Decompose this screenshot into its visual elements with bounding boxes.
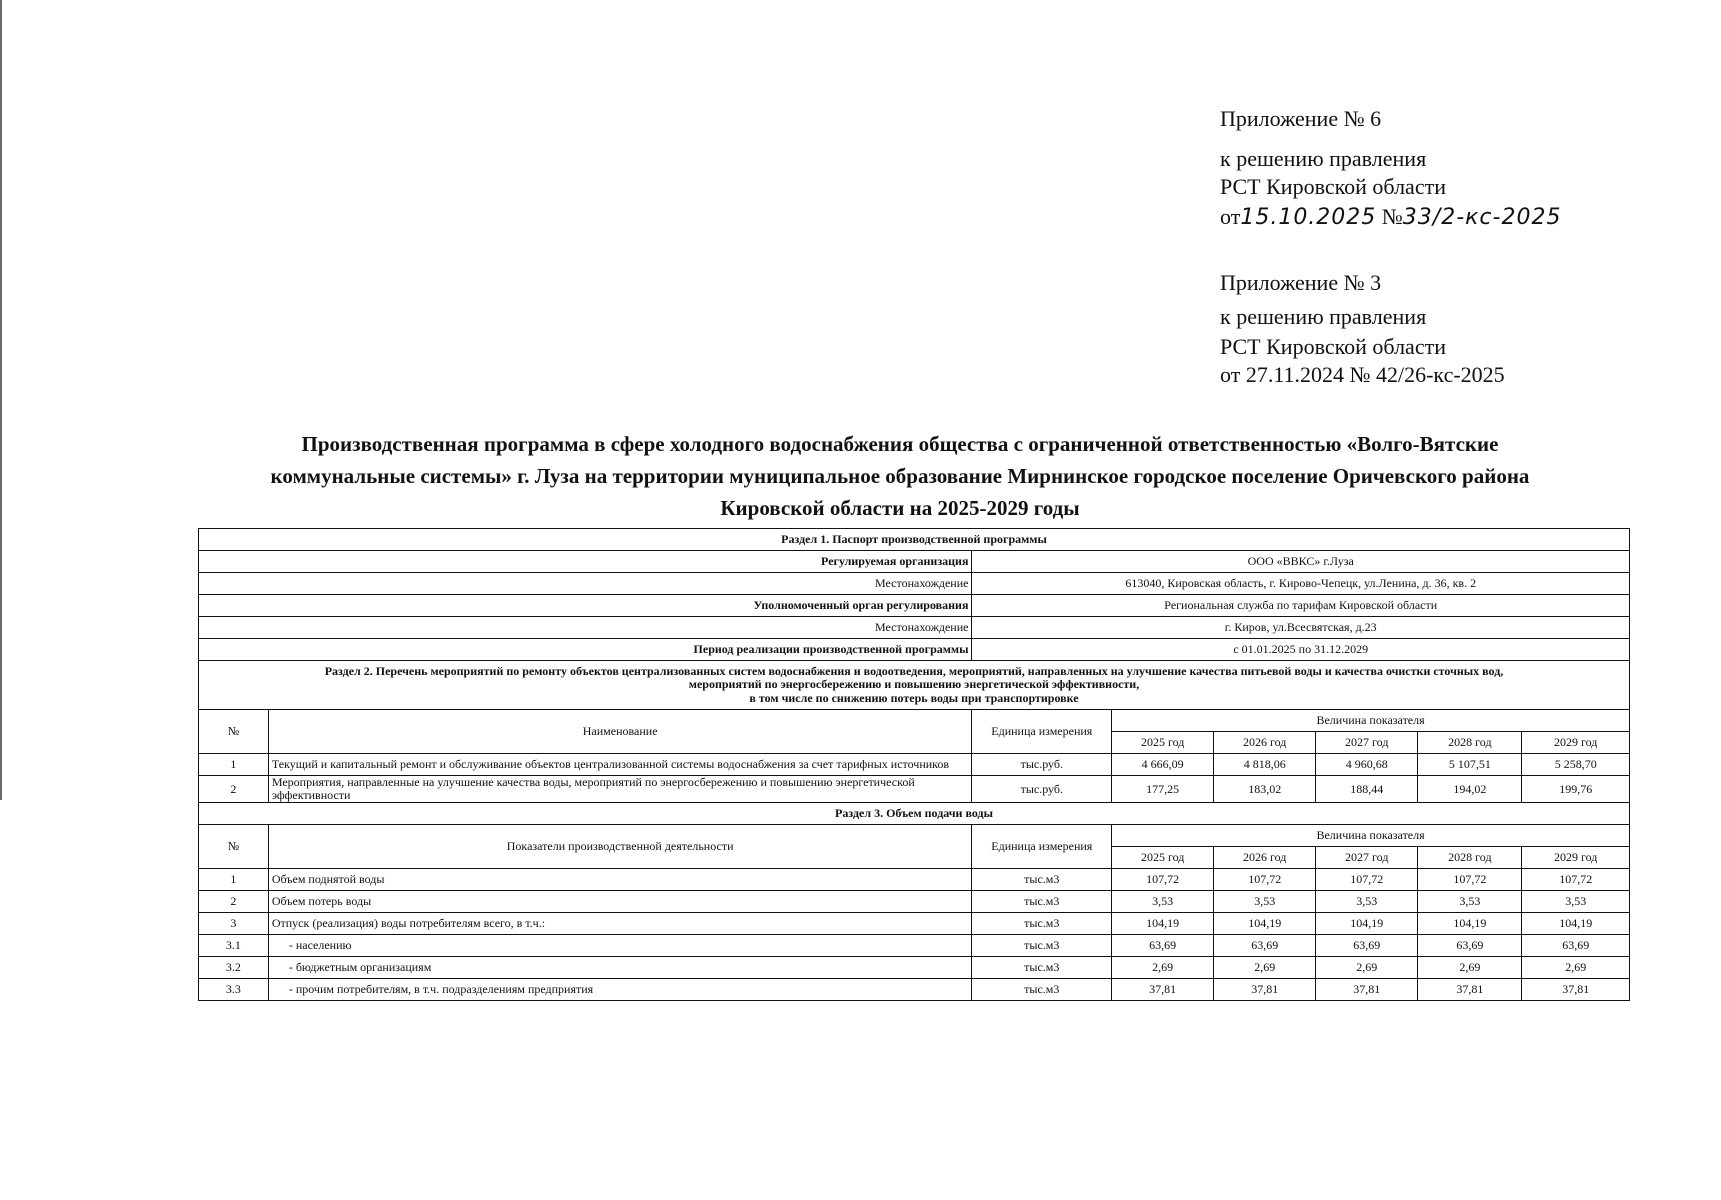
s2-header-year: 2025 год	[1112, 732, 1214, 754]
s2-header-name: Наименование	[268, 710, 972, 754]
passport-label-location: Местонахождение	[199, 573, 972, 595]
s3-row-value: 104,19	[1214, 913, 1316, 935]
s3-row-value: 3,53	[1522, 891, 1630, 913]
s2-row-num: 2	[199, 776, 269, 803]
handwritten-date: 15.10.2025	[1240, 205, 1377, 230]
s3-row-name: Объем поднятой воды	[268, 869, 972, 891]
title-line-1: Производственная программа в сфере холодного водоснабжения общества с ограниченной ответственностью «Волго-Вятские	[301, 432, 1499, 456]
s3-row-name: - населению	[268, 935, 972, 957]
s3-row-value: 63,69	[1418, 935, 1522, 957]
s2-row-value: 183,02	[1214, 776, 1316, 803]
s2-row-value: 5 107,51	[1418, 754, 1522, 776]
appendix6-title: Приложение № 6	[1220, 106, 1382, 131]
passport-value-location: 613040, Кировская область, г. Кирово-Чепецк, ул.Ленина, д. 36, кв. 2	[972, 573, 1630, 595]
s3-row-unit: тыс.м3	[972, 957, 1112, 979]
s3-row-unit: тыс.м3	[972, 979, 1112, 1001]
table-row	[199, 776, 1630, 803]
s3-row-value: 107,72	[1112, 869, 1214, 891]
scan-edge-line	[0, 0, 2, 800]
s3-row-unit: тыс.м3	[972, 891, 1112, 913]
s2-row-value: 199,76	[1522, 776, 1630, 803]
s2-row-num: 1	[199, 754, 269, 776]
s3-row-num: 3.3	[199, 979, 269, 1001]
section2-title-line-2: мероприятий по энергосбережению и повышению энергетической эффективности,	[688, 677, 1140, 692]
appendix3-title: Приложение № 3	[1220, 270, 1382, 295]
s3-row-value: 107,72	[1316, 869, 1418, 891]
document-title	[180, 428, 1620, 524]
passport-value-org: ООО «ВВКС» г.Луза	[972, 551, 1630, 573]
section2-title	[199, 661, 1630, 710]
s3-header-name: Показатели производственной деятельности	[268, 825, 972, 869]
s2-row-unit: тыс.руб.	[972, 776, 1112, 803]
s3-row-value: 104,19	[1522, 913, 1630, 935]
table-row	[199, 913, 1630, 935]
s3-header-year: 2026 год	[1214, 847, 1316, 869]
table-row	[199, 979, 1630, 1001]
s3-row-value: 3,53	[1418, 891, 1522, 913]
s3-row-value: 107,72	[1418, 869, 1522, 891]
s3-header-year: 2028 год	[1418, 847, 1522, 869]
section2-title-line-3: в том числе по снижению потерь воды при транспортировке	[749, 690, 1079, 705]
s2-row-name: Текущий и капитальный ремонт и обслуживание объектов централизованной системы водоснабжения за счет тарифных источников	[268, 754, 972, 776]
s3-row-value: 37,81	[1522, 979, 1630, 1001]
s2-row-name: Мероприятия, направленные на улучшение качества воды, мероприятий по энергосбережению и повышению энергетической эффективности	[268, 776, 972, 803]
s3-header-year: 2025 год	[1112, 847, 1214, 869]
s3-row-value: 2,69	[1316, 957, 1418, 979]
s2-header-year: 2028 год	[1418, 732, 1522, 754]
s3-header-unit: Единица измерения	[972, 825, 1112, 869]
s3-row-value: 37,81	[1418, 979, 1522, 1001]
passport-label-org: Регулируемая организация	[199, 551, 972, 573]
s3-header-value: Величина показателя	[1112, 825, 1630, 847]
passport-label-regulator-location: Местонахождение	[199, 617, 972, 639]
handwritten-number: 33/2-кс-2025	[1402, 205, 1562, 230]
appendix6-from: от	[1220, 204, 1241, 229]
production-program-table	[198, 528, 1630, 1001]
s3-row-value: 37,81	[1214, 979, 1316, 1001]
s2-header-year: 2026 год	[1214, 732, 1316, 754]
s3-row-name: - прочим потребителям, в т.ч. подразделениям предприятия	[268, 979, 972, 1001]
s3-row-value: 3,53	[1316, 891, 1418, 913]
table-row	[199, 869, 1630, 891]
s3-row-value: 3,53	[1112, 891, 1214, 913]
appendix6-num-sign: №	[1381, 204, 1403, 229]
s3-row-value: 104,19	[1418, 913, 1522, 935]
s2-row-value: 4 960,68	[1316, 754, 1418, 776]
s3-row-value: 2,69	[1522, 957, 1630, 979]
appendix3-line2: к решению правления	[1220, 304, 1427, 329]
section3-title: Раздел 3. Объем подачи воды	[199, 803, 1630, 825]
s3-row-num: 1	[199, 869, 269, 891]
s3-row-num: 2	[199, 891, 269, 913]
s3-row-value: 2,69	[1418, 957, 1522, 979]
s2-row-unit: тыс.руб.	[972, 754, 1112, 776]
s3-row-value: 37,81	[1316, 979, 1418, 1001]
s2-header-year: 2029 год	[1522, 732, 1630, 754]
appendix6-line3: РСТ Кировской области	[1220, 174, 1446, 199]
s3-header-year: 2029 год	[1522, 847, 1630, 869]
s3-row-name: - бюджетным организациям	[268, 957, 972, 979]
passport-value-regulator-location: г. Киров, ул.Всесвятская, д.23	[972, 617, 1630, 639]
title-line-2: коммунальные системы» г. Луза на территории муниципальное образование Мирнинское городское поселение Оричевского района	[270, 464, 1530, 488]
s2-header-num: №	[199, 710, 269, 754]
section2-title-line-1: Раздел 2. Перечень мероприятий по ремонту объектов централизованных систем водоснабжения и водоотведения, мероприятий, направленных на улучшение качества питьевой воды и качества очистки сточных вод,	[324, 664, 1504, 679]
s3-header-year: 2027 год	[1316, 847, 1418, 869]
s3-row-value: 2,69	[1214, 957, 1316, 979]
s2-header-unit: Единица измерения	[972, 710, 1112, 754]
section1-title: Раздел 1. Паспорт производственной программы	[199, 529, 1630, 551]
s2-row-value: 177,25	[1112, 776, 1214, 803]
s3-row-unit: тыс.м3	[972, 869, 1112, 891]
appendix6-date-line	[1220, 206, 1561, 229]
s2-row-value: 194,02	[1418, 776, 1522, 803]
s3-row-name: Отпуск (реализация) воды потребителям всего, в т.ч.:	[268, 913, 972, 935]
s3-row-value: 63,69	[1112, 935, 1214, 957]
s2-row-value: 4 666,09	[1112, 754, 1214, 776]
s3-row-value: 104,19	[1316, 913, 1418, 935]
s3-row-unit: тыс.м3	[972, 935, 1112, 957]
s3-header-num: №	[199, 825, 269, 869]
s3-row-value: 104,19	[1112, 913, 1214, 935]
s3-row-value: 63,69	[1316, 935, 1418, 957]
s3-row-num: 3	[199, 913, 269, 935]
s3-row-num: 3.2	[199, 957, 269, 979]
appendix3-line4: от 27.11.2024 № 42/26-кс-2025	[1220, 362, 1505, 387]
s3-row-value: 2,69	[1112, 957, 1214, 979]
s3-row-num: 3.1	[199, 935, 269, 957]
s2-header-value: Величина показателя	[1112, 710, 1630, 732]
table-row	[199, 754, 1630, 776]
s2-header-year: 2027 год	[1316, 732, 1418, 754]
passport-label-period: Период реализации производственной программы	[199, 639, 972, 661]
passport-value-period: с 01.01.2025 по 31.12.2029	[972, 639, 1630, 661]
table-row	[199, 891, 1630, 913]
s2-row-value: 5 258,70	[1522, 754, 1630, 776]
s2-row-value: 188,44	[1316, 776, 1418, 803]
appendix3-line3: РСТ Кировской области	[1220, 334, 1446, 359]
s3-row-unit: тыс.м3	[972, 913, 1112, 935]
s3-row-value: 107,72	[1522, 869, 1630, 891]
passport-value-regulator: Региональная служба по тарифам Кировской области	[972, 595, 1630, 617]
s3-row-value: 107,72	[1214, 869, 1316, 891]
s3-row-value: 63,69	[1522, 935, 1630, 957]
title-line-3: Кировской области на 2025-2029 годы	[720, 496, 1080, 520]
s3-row-name: Объем потерь воды	[268, 891, 972, 913]
passport-label-regulator: Уполномоченный орган регулирования	[199, 595, 972, 617]
table-row	[199, 935, 1630, 957]
s3-row-value: 37,81	[1112, 979, 1214, 1001]
table-row	[199, 957, 1630, 979]
appendix6-line2: к решению правления	[1220, 146, 1427, 171]
s2-row-value: 4 818,06	[1214, 754, 1316, 776]
s3-row-value: 63,69	[1214, 935, 1316, 957]
s3-row-value: 3,53	[1214, 891, 1316, 913]
